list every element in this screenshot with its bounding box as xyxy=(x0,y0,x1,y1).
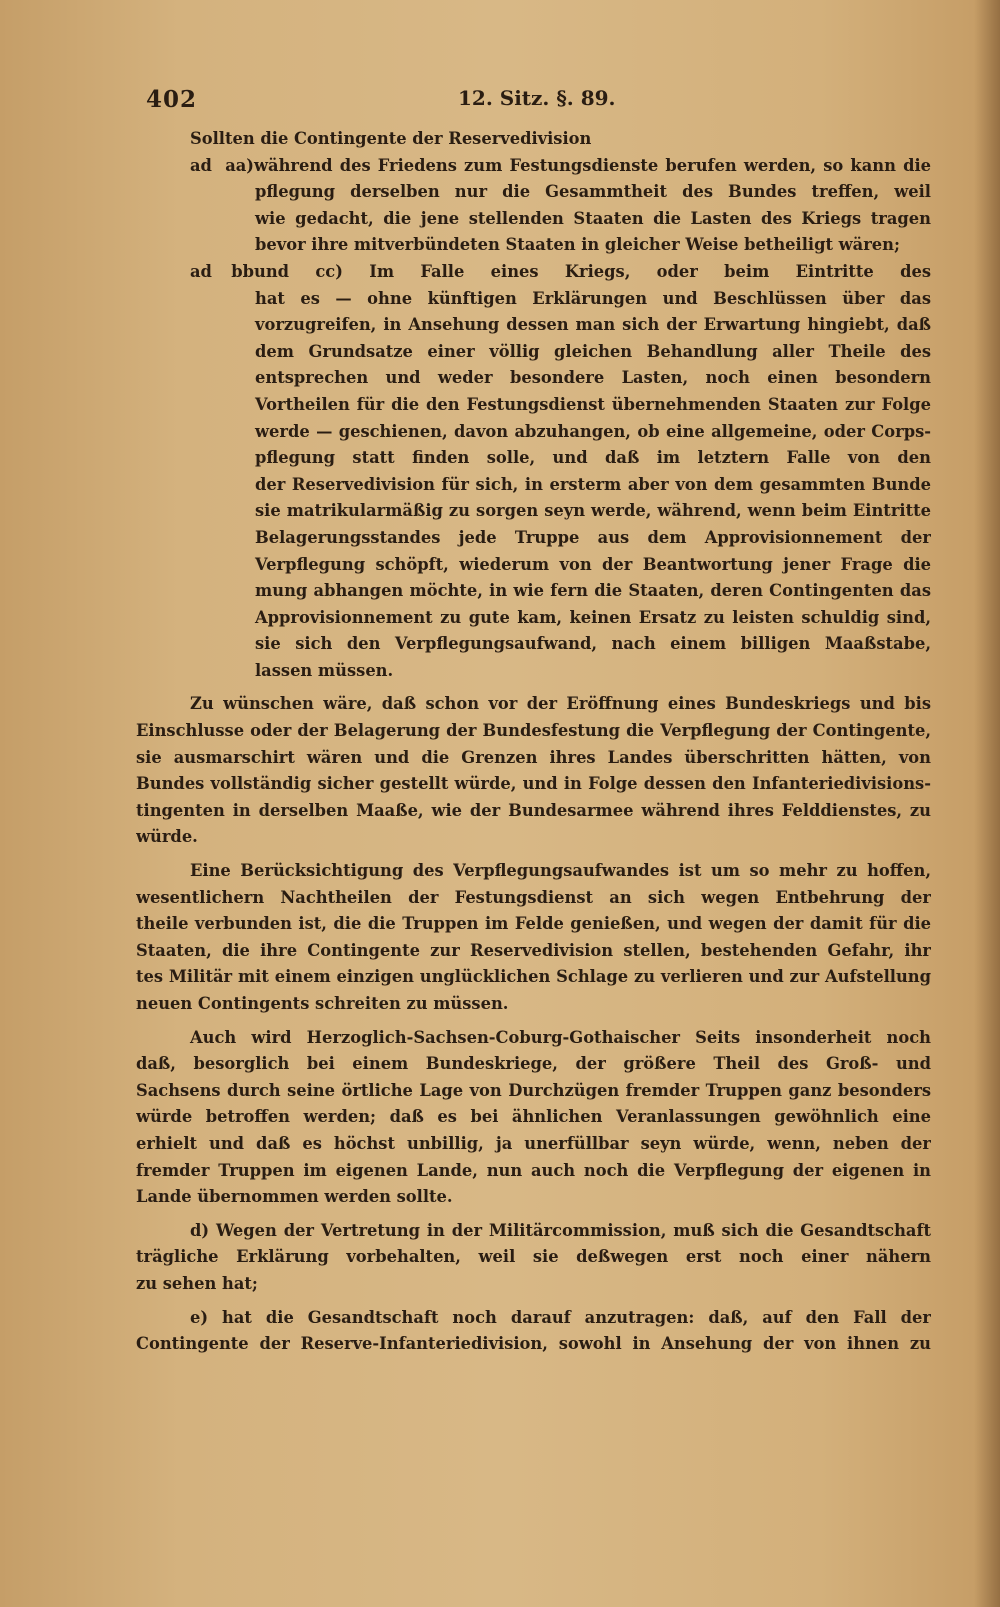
item-aa-line: pflegung derselben nur die Gesammtheit des Bundes treffen, weil xyxy=(255,182,931,202)
item-bb-line: sie matrikularmäßig zu sorgen seyn werde, während, wenn beim Eintritte xyxy=(255,501,931,521)
item-aa-line: ad aa)während des Friedens zum Festungsdienste berufen werden, so kann die xyxy=(136,153,931,180)
item-bb-line: lassen müssen. xyxy=(255,660,394,680)
item-bb-line: hat es — ohne künftigen Erklärungen und Beschlüssen über das xyxy=(255,288,931,308)
paragraph-d-line: trägliche Erklärung vorbehalten, weil sie deßwegen erst noch einer nähern xyxy=(136,1247,931,1267)
item-bb-line: Belagerungsstandes jede Truppe aus dem Approvisionnement der xyxy=(255,527,931,547)
item-bb-line: Verpflegung schöpft, wiederum von der Beantwortung jener Frage die xyxy=(255,554,931,574)
item-aa-line: wie gedacht, die jene stellenden Staaten die Lasten des Kriegs tragen xyxy=(255,208,931,228)
paragraph-1-line: Bundes vollständig sicher gestellt würde, und in Folge dessen den Infanteriedivisions- xyxy=(136,774,931,794)
item-aa-line: bevor ihre mitverbündeten Staaten in gleicher Weise betheiligt wären; xyxy=(255,235,901,255)
paragraph-1-line: tingenten in derselben Maaße, wie der Bundesarmee während ihres Felddienstes, zu xyxy=(136,800,931,820)
paragraph-1-line: Zu wünschen wäre, daß schon vor der Eröffnung eines Bundeskriegs und bis xyxy=(190,694,931,714)
page-number: 402 xyxy=(146,86,198,113)
paragraph-3-line: würde betroffen werden; daß es bei ähnlichen Veranlassungen gewöhnlich eine xyxy=(136,1107,931,1127)
paragraph-1-line: sie ausmarschirt wären und die Grenzen ihres Landes überschritten hätten, von xyxy=(136,747,931,767)
item-bb-line: dem Grundsatze einer völlig gleichen Behandlung aller Theile des xyxy=(255,341,931,361)
paragraph-2-line: theile verbunden ist, die die Truppen im Felde genießen, und wegen der damit für die xyxy=(136,914,931,934)
item-bb-line: ad bbund cc) Im Falle eines Kriegs, oder beim Eintritte des xyxy=(136,259,931,286)
item-bb-line: vorzugreifen, in Ansehung dessen man sich der Erwartung hingiebt, daß xyxy=(255,315,931,335)
paragraph-1-line: Einschlusse oder der Belagerung der Bundesfestung die Verpflegung der Contingente, xyxy=(136,721,931,741)
paragraph-3-line: fremder Truppen im eigenen Lande, nun auch noch die Verpflegung der eigenen in xyxy=(136,1160,931,1180)
paragraph-e-line: e) hat die Gesandtschaft noch darauf anzutragen: daß, auf den Fall der xyxy=(190,1307,931,1327)
paragraph-3-line: Sachsens durch seine örtliche Lage von Durchzügen fremder Truppen ganz besonders xyxy=(136,1080,931,1100)
paragraph-d-line: d) Wegen der Vertretung in der Militärcommission, muß sich die Gesandtschaft xyxy=(190,1220,931,1240)
item-aa-label: ad aa) xyxy=(190,155,254,175)
item-bb-line: Vortheilen für die den Festungsdienst übernehmenden Staaten zur Folge xyxy=(255,394,931,414)
item-bb-line: mung abhangen möchte, in wie fern die Staaten, deren Contingenten das xyxy=(255,581,931,601)
intro-line: Sollten die Contingente der Reservedivision xyxy=(190,129,592,148)
item-bb-line: Approvisionnement zu gute kam, keinen Ersatz zu leisten schuldig sind, xyxy=(255,607,931,627)
paragraph-3-line: daß, besorglich bei einem Bundeskriege, der größere Theil des Groß- und xyxy=(136,1054,931,1074)
body-text xyxy=(136,126,931,1358)
paragraph-3-line: Lande übernommen werden sollte. xyxy=(136,1187,453,1207)
paragraph-2-line: neuen Contingents schreiten zu müssen. xyxy=(136,994,509,1013)
item-bb-line: pflegung statt finden solle, und daß im letztern Falle von den xyxy=(255,448,931,468)
paragraph-1-line: würde. xyxy=(136,827,198,847)
item-bb-line: sie sich den Verpflegungsaufwand, nach einem billigen Maaßstabe, xyxy=(255,634,931,654)
item-bb-line: entsprechen und weder besondere Lasten, noch einen besondern xyxy=(255,368,931,388)
paragraph-e-line: Contingente der Reserve-Infanteriedivision, sowohl in Ansehung der von ihnen zu xyxy=(136,1334,931,1354)
paragraph-d-line: zu sehen hat; xyxy=(136,1273,258,1293)
running-head: 12. Sitz. §. 89. xyxy=(458,86,616,110)
paragraph-2-line: wesentlichern Nachtheilen der Festungsdienst an sich wegen Entbehrung der xyxy=(136,887,931,907)
paragraph-2-line: Eine Berücksichtigung des Verpflegungsaufwandes ist um so mehr zu hoffen, xyxy=(190,861,931,881)
paragraph-3-line: Auch wird Herzoglich-Sachsen-Coburg-Gothaischer Seits insonderheit noch xyxy=(190,1027,931,1047)
item-bb-line: der Reservedivision für sich, in ersterm aber von dem gesammten Bunde xyxy=(255,474,931,494)
paragraph-2-line: tes Militär mit einem einzigen unglücklichen Schlage zu verlieren und zur Aufstellung xyxy=(136,967,931,987)
paragraph-3-line: erhielt und daß es höchst unbillig, ja unerfüllbar seyn würde, wenn, neben der xyxy=(136,1133,931,1153)
page-header xyxy=(146,86,910,116)
item-bb-label: ad bb xyxy=(190,261,254,281)
paragraph-2-line: Staaten, die ihre Contingente zur Reservedivision stellen, bestehenden Gefahr, ihr xyxy=(136,940,931,960)
page-gutter-shadow xyxy=(974,0,1000,1607)
item-bb-line: werde — geschienen, davon abzuhangen, ob eine allgemeine, oder Corps- xyxy=(255,421,931,441)
